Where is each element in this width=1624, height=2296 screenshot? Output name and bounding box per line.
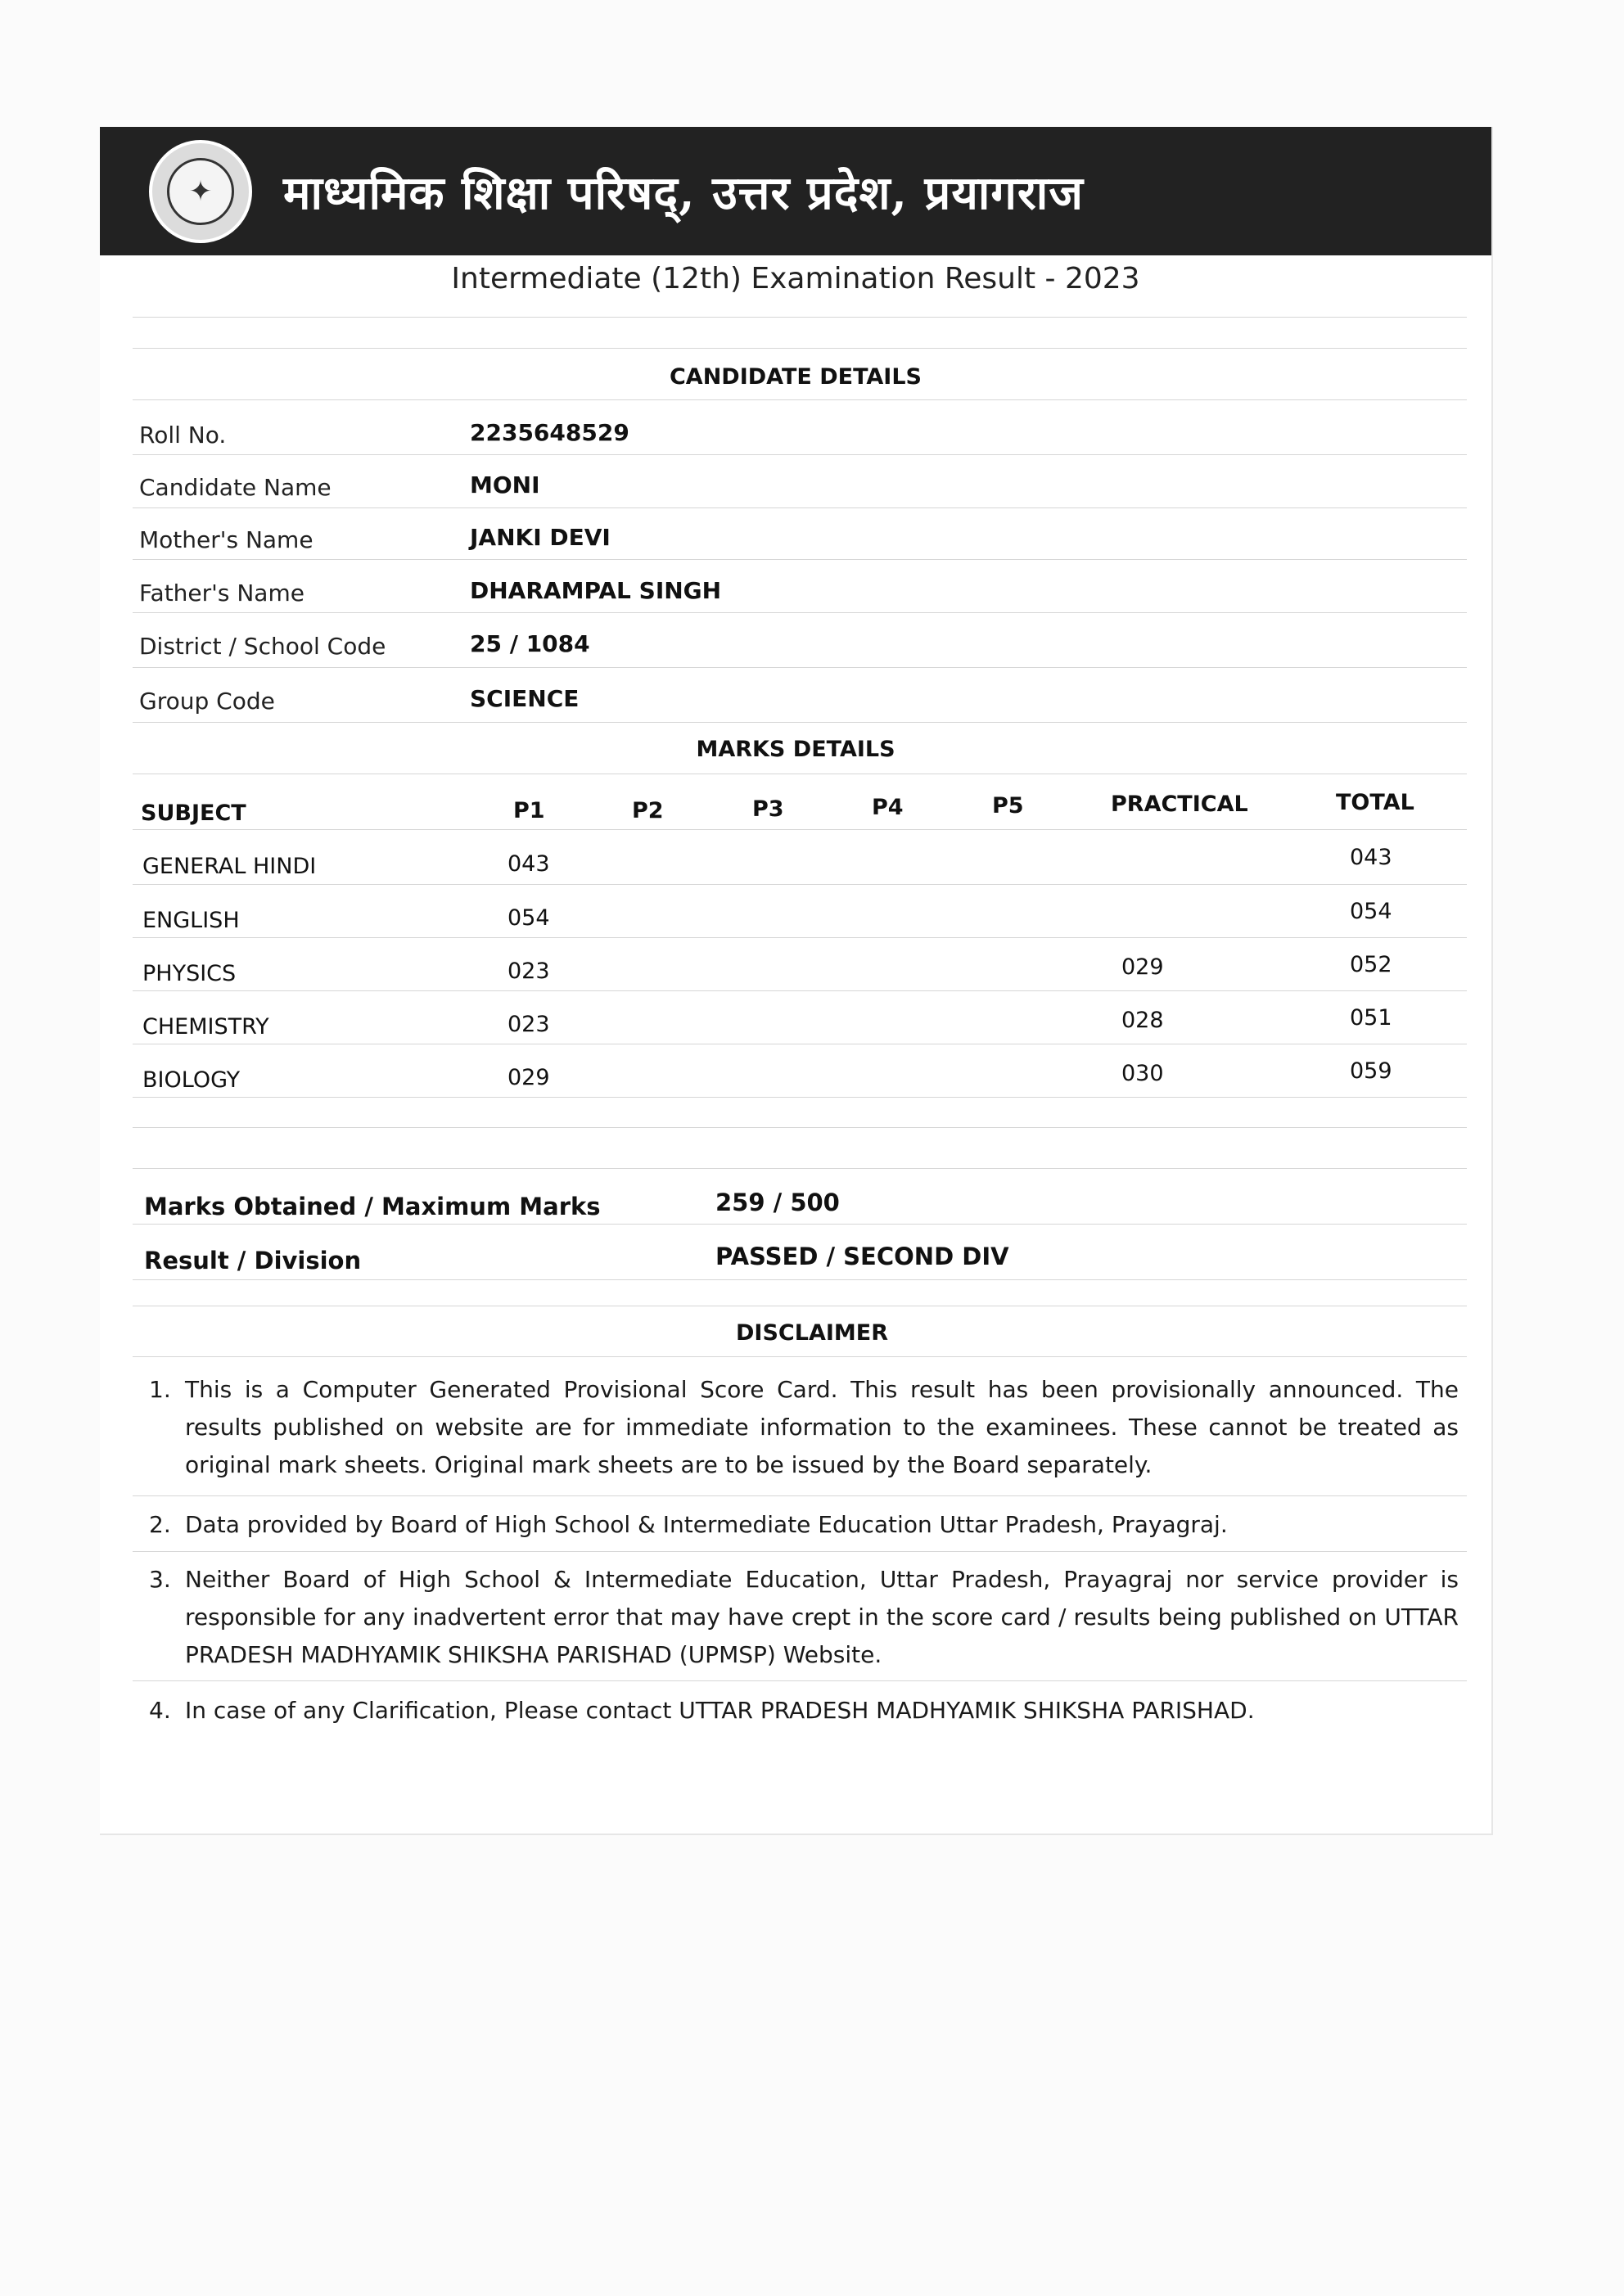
col-header-practical: PRACTICAL (1111, 792, 1248, 817)
divider (133, 507, 1467, 508)
exam-title: Intermediate (12th) Examination Result - 2023 (451, 262, 1140, 295)
p1-cell: 054 (508, 905, 550, 931)
p1-cell: 043 (508, 851, 550, 877)
field-value: SCIENCE (470, 685, 580, 712)
divider (133, 559, 1467, 560)
divider (133, 317, 1467, 318)
divider (133, 884, 1467, 885)
subject-cell: PHYSICS (142, 961, 237, 986)
marks-obtained-label: Marks Obtained / Maximum Marks (144, 1193, 601, 1220)
candidate-details-heading: CANDIDATE DETAILS (669, 364, 922, 390)
header-banner (100, 127, 1491, 255)
field-label: District / School Code (139, 633, 386, 660)
result-card (100, 127, 1493, 1835)
divider (133, 1168, 1467, 1169)
divider (133, 1279, 1467, 1280)
divider (133, 990, 1467, 991)
total-cell: 043 (1350, 845, 1392, 870)
divider (133, 1680, 1467, 1681)
disclaimer-item (149, 1506, 1459, 1544)
total-cell: 059 (1350, 1058, 1392, 1084)
subject-cell: GENERAL HINDI (142, 854, 317, 879)
field-label: Roll No. (139, 422, 227, 449)
result-division-label: Result / Division (144, 1247, 362, 1274)
practical-cell: 029 (1121, 954, 1164, 980)
field-value: 25 / 1084 (470, 630, 590, 657)
field-label: Candidate Name (139, 474, 332, 501)
col-header-p1: P1 (513, 798, 545, 823)
field-value: JANKI DEVI (470, 524, 611, 551)
col-header-total: TOTAL (1336, 790, 1414, 815)
p1-cell: 029 (508, 1065, 550, 1090)
divider (133, 722, 1467, 723)
divider (133, 348, 1467, 349)
col-header-p5: P5 (992, 793, 1024, 819)
disclaimer-item (149, 1561, 1459, 1674)
subject-cell: BIOLOGY (142, 1067, 241, 1093)
disclaimer-heading: DISCLAIMER (736, 1320, 888, 1346)
disclaimer-item (149, 1692, 1459, 1730)
field-value: DHARAMPAL SINGH (470, 577, 722, 604)
divider (133, 937, 1467, 938)
disclaimer-item (149, 1371, 1459, 1484)
board-title: माध्यमिक शिक्षा परिषद्, उत्तर प्रदेश, प्रयागराज (283, 165, 1084, 220)
marks-obtained-value: 259 / 500 (715, 1189, 840, 1216)
board-seal-logo (149, 140, 252, 243)
divider (133, 1097, 1467, 1098)
practical-cell: 030 (1121, 1061, 1164, 1086)
disclaimer-text: This is a Computer Generated Provisional Score Card. This result has been provisionally announced. The results published on website are for immediate information to the examinees. These cannot be treated as original mark sheets. Original mark sheets are to be issued by the Board separately. (185, 1376, 1459, 1478)
divider (133, 1356, 1467, 1357)
divider (133, 1127, 1467, 1128)
subject-cell: ENGLISH (142, 908, 240, 933)
disclaimer-text: In case of any Clarification, Please contact UTTAR PRADESH MADHYAMIK SHIKSHA PARISHAD. (185, 1697, 1255, 1724)
divider (133, 1551, 1467, 1552)
divider (133, 1224, 1467, 1225)
total-cell: 051 (1350, 1005, 1392, 1031)
col-header-p2: P2 (632, 798, 664, 823)
practical-cell: 028 (1121, 1008, 1164, 1033)
divider (133, 612, 1467, 613)
total-cell: 052 (1350, 952, 1392, 977)
marks-details-heading: MARKS DETAILS (696, 737, 895, 762)
field-label: Father's Name (139, 580, 304, 607)
seal-emblem-icon: ✦ (167, 158, 234, 225)
disclaimer-number: 3. (149, 1566, 171, 1593)
field-label: Group Code (139, 688, 275, 715)
col-header-p3: P3 (752, 796, 784, 822)
field-label: Mother's Name (139, 526, 314, 553)
divider (133, 454, 1467, 455)
total-cell: 054 (1350, 899, 1392, 924)
disclaimer-text: Neither Board of High School & Intermediate Education, Uttar Pradesh, Prayagraj nor service provider is responsible for any inadvertent error that may have crept in the score card / results being published on UTTAR PRADESH MADHYAMIK SHIKSHA PARISHAD (UPMSP) Website. (185, 1566, 1459, 1668)
divider (133, 667, 1467, 668)
result-division-value: PASSED / SECOND DIV (715, 1243, 1009, 1270)
p1-cell: 023 (508, 1012, 550, 1037)
divider (133, 1495, 1467, 1496)
divider (133, 399, 1467, 400)
subject-cell: CHEMISTRY (142, 1014, 269, 1040)
p1-cell: 023 (508, 959, 550, 984)
disclaimer-number: 2. (149, 1511, 171, 1538)
col-header-p4: P4 (872, 795, 904, 820)
disclaimer-number: 1. (149, 1376, 171, 1403)
divider (133, 829, 1467, 830)
col-header-subject: SUBJECT (141, 801, 246, 826)
disclaimer-number: 4. (149, 1697, 171, 1724)
field-value: MONI (470, 471, 540, 498)
disclaimer-text: Data provided by Board of High School & Intermediate Education Uttar Pradesh, Prayagraj. (185, 1511, 1228, 1538)
field-value: 2235648529 (470, 419, 629, 446)
